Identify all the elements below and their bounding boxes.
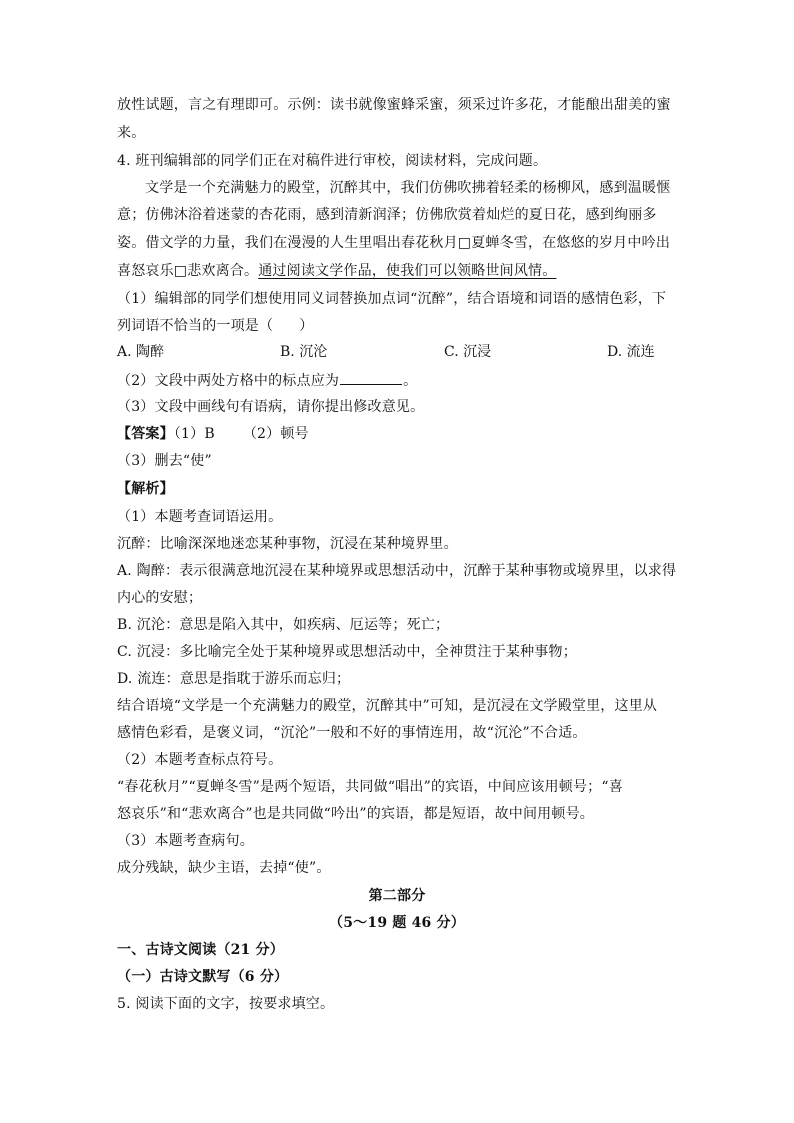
question-4-title: 4. 班刊编辑部的同学们正在对稿件进行审校，阅读材料，完成问题。 (117, 153, 548, 169)
sub-question-1-cont (117, 316, 677, 336)
question-text: ） (299, 318, 314, 334)
analysis-line: 结合语境“文学是一个充满魅力的殿堂，沉醉其中”可知，是沉浸在文学殿堂里，这里从 (117, 698, 658, 714)
passage-line: 姿。借文学的力量，我们在漫漫的人生里唱出春花秋月□夏蝉冬雪，在悠悠的岁月中吟出 (117, 235, 671, 251)
answer-text: （2）顿号 (242, 426, 309, 442)
underlined-sentence: 通过阅读文学作品，使我们可以领略世间风情。 (258, 263, 557, 279)
analysis-line: （1）本题考查词语运用。 (117, 509, 283, 525)
question-5-title: 5. 阅读下面的文字，按要求填空。 (117, 996, 335, 1012)
section-heading: 一、古诗文阅读（21 分） (117, 942, 284, 958)
analysis-line: “春花秋月”“夏蝉冬雪”是两个短语，共同做“唱出”的宾语，中间应该用顿号；“喜 (117, 779, 623, 795)
choice-b[interactable]: B. 沉沦 (280, 344, 328, 360)
passage-text: 喜怒哀乐□悲欢离合。 (117, 263, 259, 279)
analysis-line: 感情色彩看，是褒义词，“沉沦”一般和不好的事情连用，故“沉沦”不合适。 (117, 725, 587, 741)
text-line: 放性试题，言之有理即可。示例：读书就像蜜蜂采蜜，须采过许多花，才能酿出甜美的蜜 (117, 97, 671, 113)
analysis-line: 内心的安慰； (117, 590, 203, 606)
analysis-line: D. 流连：意思是指耽于游乐而忘归； (117, 671, 351, 687)
analysis-line: （2）本题考查标点符号。 (117, 752, 283, 768)
answer-line (117, 424, 677, 444)
answer-tag: 【答案】 (117, 426, 174, 442)
analysis-line: A. 陶醉：表示很满意地沉浸在某种境界或思想活动中，沉醉于某种事物或境界里，以求得 (117, 563, 677, 579)
part-title: 第二部分 (368, 888, 426, 904)
analysis-line: 成分残缺，缺少主语，去掉“使”。 (117, 860, 331, 876)
choice-d[interactable]: D. 流连 (607, 344, 655, 360)
analysis-line: （3）本题考查病句。 (117, 833, 254, 849)
analysis-tag: 【解析】 (117, 481, 174, 497)
fill-blank[interactable] (340, 370, 402, 385)
question-text: 列词语不恰当的一项是（ (117, 318, 274, 334)
answer-line: （3）删去“使” (117, 453, 212, 469)
answer-text: （1）B (173, 426, 215, 442)
part-subtitle: （5～19 题 46 分） (329, 915, 465, 931)
sub-question-1: （1）编辑部的同学们想使用同义词替换加点词“沉醉”，结合语境和词语的感情色彩，下 (117, 291, 667, 307)
passage-line: 意；仿佛沐浴着迷蒙的杏花雨，感到清新润泽；仿佛欣赏着灿烂的夏日花，感到绚丽多 (117, 207, 657, 223)
subsection-heading: （一）古诗文默写（6 分） (117, 969, 289, 985)
choice-c[interactable]: C. 沉浸 (444, 344, 492, 360)
passage-line: 文学是一个充满魅力的殿堂，沉醉其中，我们仿佛吹拂着轻柔的杨柳风，感到温暖惬 (145, 180, 671, 196)
analysis-line: 沉醉：比喻深深地迷恋某种事物，沉浸在某种境界里。 (117, 536, 458, 552)
analysis-line: C. 沉浸：多比喻完全处于某种境界或思想活动中，全神贯注于某种事物； (117, 644, 577, 660)
sub-question-2 (117, 370, 677, 391)
question-text: （2）文段中两处方格中的标点应为 (117, 373, 340, 389)
analysis-line: B. 沉沦：意思是陷入其中，如疾病、厄运等；死亡； (117, 617, 450, 633)
question-text: 。 (403, 373, 418, 389)
choice-a[interactable]: A. 陶醉 (117, 344, 165, 360)
analysis-line: 怒哀乐”和“悲欢离合”也是共同做“吟出”的宾语，都是短语，故中间用顿号。 (117, 806, 594, 822)
choice-row (117, 342, 677, 362)
text-line: 来。 (117, 125, 146, 141)
sub-question-3: （3）文段中画线句有语病，请你提出修改意见。 (117, 399, 425, 415)
passage-line (117, 261, 677, 281)
